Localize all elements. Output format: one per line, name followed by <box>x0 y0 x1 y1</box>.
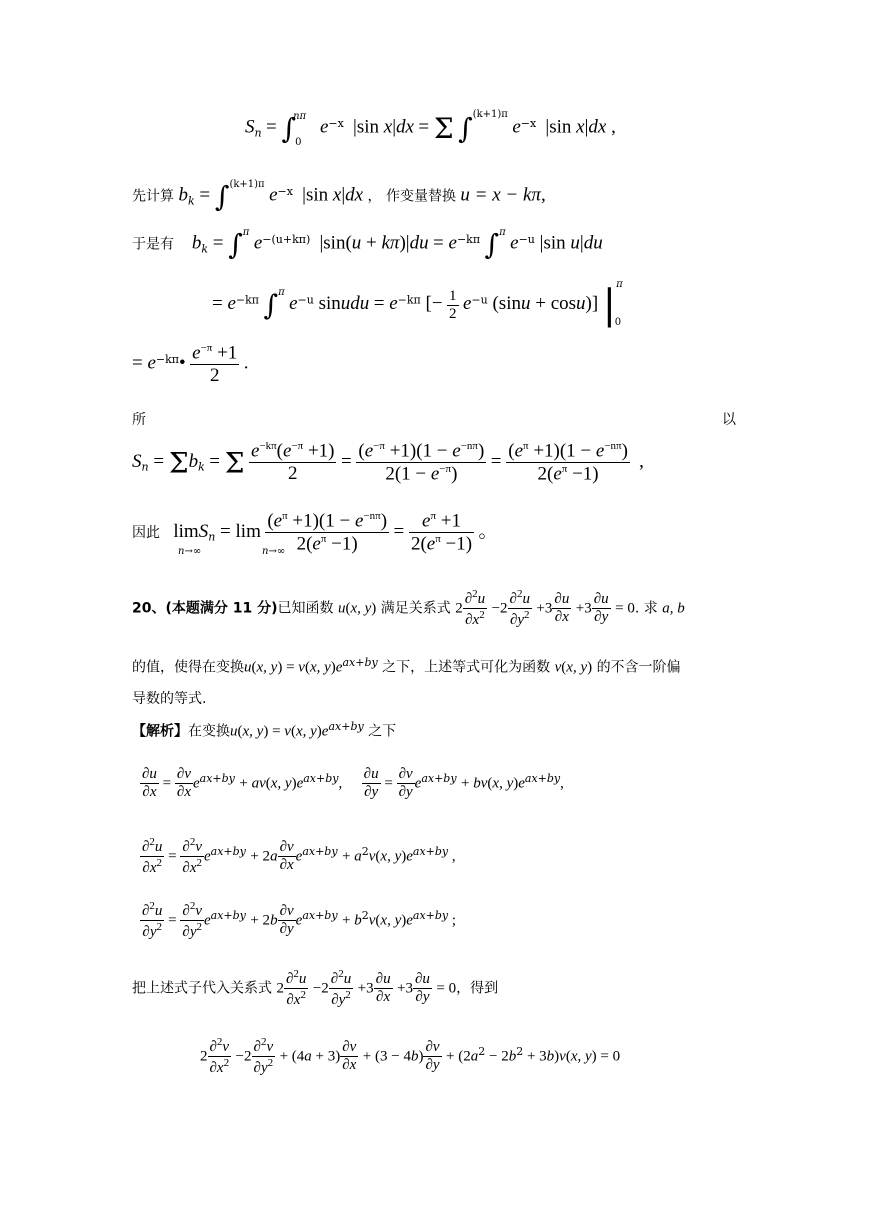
q20-line2-c: 的不含一阶偏 <box>596 659 681 676</box>
question-20-line3: 导数的等式. <box>132 691 207 707</box>
q20-line2-a: 的值，使得在变换 <box>132 659 244 676</box>
eq-first-derivs: $\frac{\partial u}{\partial x}$ = $\frac{\partial v}{\partial x}$ $e^{ax+by} + av(x$, $y)e^{ax+by}$, $\frac{\partial u}{\partial y}$ = $\frac{\partial v}{\partial y}$ $e^{ax+by} + bv(x$, $y)e^{ax+by}$, <box>142 766 564 800</box>
substitution: u = x − kπ, <box>460 184 546 206</box>
limit-subscript-2: n→∞ <box>262 546 286 557</box>
bk-label: 先计算 <box>132 188 174 205</box>
eq-bk-result: = $e^{-k\pi}•$ $\frac{e^{-\pi} +1}{2}$ . <box>132 342 249 387</box>
q20-text1: 已知函数 <box>277 600 334 617</box>
limit-subscript: n→∞ <box>178 546 202 557</box>
jiexi-text: 在变换 <box>188 723 230 740</box>
yinci-label: 因此 <box>132 524 160 541</box>
jiexi-line: 【解析】在变换u(x, y) = v(x, $y)e^{ax+by}$ 之下 <box>132 720 397 740</box>
suo-label: 所 <box>132 412 146 428</box>
eq-final: 2 $\frac{\partial^2v}{\partial x^2}$ −2 $\frac{\partial^2v}{\partial y^2}$ + (4a + 3) $\frac{\partial v}{\partial x}$ + (3 − 4b) $\frac{\partial v}{\partial y}$ + $(2a^2 - 2b^2 + 3b)v(x$, y) = 0 <box>200 1036 621 1076</box>
subst-line: 把上述式子代入关系式 2 $\frac{\partial^2u}{\partial x^2}$ −2 $\frac{\partial^2u}{\partial y^2}$ +3 $\frac{\partial u}{\partial x}$ +3 $\frac{\partial u}{\partial y}$ = 0，得到 <box>132 968 499 1008</box>
eq-bk-definition: 先计算 $b_k = \int^{(k+1)\pi}$ $e^{-x}$ |sin x|dx ， 作变量替换 u = x − kπ, <box>132 178 546 213</box>
q20-ab: a, b <box>662 600 685 617</box>
subst-after: ，得到 <box>456 980 499 997</box>
jiexi-label: 【解析】 <box>132 723 188 740</box>
bk-mid-text: ， 作变量替换 <box>367 188 456 205</box>
q20-bracket: (本题满分 11 分) <box>165 600 278 617</box>
q20-text2: 满足关系式 <box>380 600 451 617</box>
eq-bk-step1: 于是有 $b_k = \int^\pi$ $e^{-(u+k\pi)}$ $|\sin(u + k\pi)|du = e^{-k\pi}$ ∫$^\pi$ $e^{-u}$ |sin u|du <box>132 226 603 261</box>
question-20-line2: 的值，使得在变换u(x, y) = v(x, $y)e^{ax+by}$ 之下，上述等式可化为函数 v(x, y) 的不含一阶偏 <box>132 656 681 676</box>
yi-label: 以 <box>722 412 736 428</box>
eq-bk-step2: = $e^{-k\pi}$ ∫$^\pi$ $e^{-u}$ sinudu = $e^{-k\pi}$ [− $\frac{1}{2}$ $e^{-u}$ (sinu + cosu)] $|^\pi_0$ <box>212 279 623 328</box>
eq-sn-definition: $S_n = \int^{n\pi}_0$ $e^{-x}$ |sin x|dx = Σ ∫$^{(k+1)\pi}$ $e^{-x}$ |sin x|dx , <box>245 108 616 148</box>
q20-line2-b: 之下，上述等式可化为函数 <box>382 659 551 676</box>
jiexi-after: 之下 <box>368 723 397 740</box>
q20-text3: . 求 <box>634 600 658 617</box>
q20-number: 20、 <box>132 600 166 617</box>
question-20-line1: 20、(本题满分 11 分)已知函数 u(x, y) 满足关系式 2 $\frac{\partial^2u}{\partial x^2}$ −2 $\frac{\partial^2u}{\partial y^2}$ +3 $\frac{\partial u}{\partial x}$ +3 $\frac{\partial u}{\partial y}$ = 0. 求 a, b <box>132 588 685 628</box>
eq-second-deriv-x: $\frac{\partial^2u}{\partial x^2}$ = $\frac{\partial^2v}{\partial x^2}$ $e^{ax+by} + 2a$ $\frac{\partial v}{\partial x}$ $e^{ax+by} + a^2v(x$, $y)e^{ax+by}$ , <box>142 836 456 876</box>
eq-sn-sum: $S_n = \Sigma b_k = \Sigma$ $\frac{e^{-k\pi}(e^{-\pi} +1)}{2}$ = $\frac{(e^{-\pi} +1)(1 - e^{-n\pi})}{2(1 - e^{-\pi})}$ = $\frac{(e^\pi +1)(1 - e^{-n\pi})}{2(e^\pi -1)}$ , <box>132 440 644 485</box>
subst-text: 把上述式子代入关系式 <box>132 980 272 997</box>
eq-limit: 因此 limS$_n$ = lim $\frac{(e^\pi +1)(1 - e^{-n\pi})}{2(e^\pi -1)}$ = $\frac{e^\pi +1}{2(e^\pi -1)}$ 。 <box>132 510 498 555</box>
yushi-label: 于是有 <box>132 236 174 253</box>
eq-second-deriv-y: $\frac{\partial^2u}{\partial y^2}$ = $\frac{\partial^2v}{\partial y^2}$ $e^{ax+by} + 2b$ $\frac{\partial v}{\partial y}$ $e^{ax+by} + b^2v(x$, $y)e^{ax+by}$ ; <box>142 900 457 940</box>
